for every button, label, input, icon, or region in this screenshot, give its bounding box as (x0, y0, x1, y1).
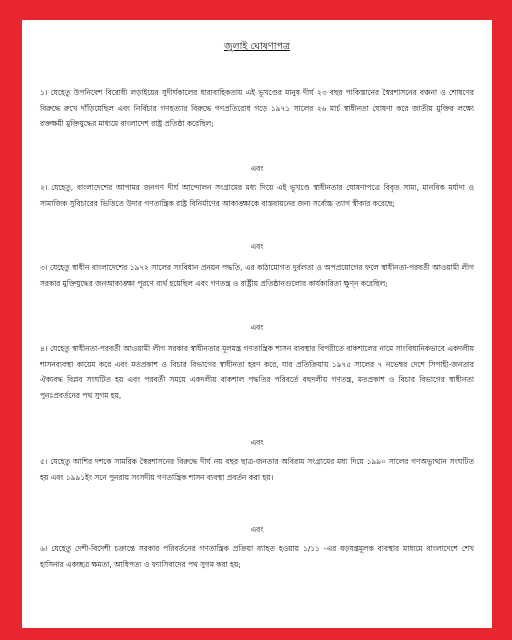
paragraph-1: ১। যেহেতু উপনিবেশ বিরোধী লড়াইয়ের সুদীর্ঘকালের ধারাবাহিকতায় এই ভূখণ্ডের মানুষ দীর্ঘ ২৩ বছর পাকিস্তানের স্বৈরশাসনের বঞ্চনা ও শোষণের বিরুদ্ধে রুখে দাঁড়িয়েছিল এবং নির্বিচার গণহত্যার বিরুদ্ধে গণপ্রতিরোধ গড়ে ১৯৭১ সালের ২৬ মার্চ স্বাধীনতা ঘোষণা করে জাতীয় মুক্তির লক্ষ্যে রক্তক্ষয়ী মুক্তিযুদ্ধের মাধ্যমে বাংলাদেশ রাষ্ট্র প্রতিষ্ঠা করেছিল; (40, 88, 474, 128)
paragraph-6: ৬। যেহেতু দেশী-বিদেশী চক্রান্তে সরকার পরিবর্তনের গণতান্ত্রিক প্রক্রিয়া ব্যাহত হওয়ায় ১/১১ -এর ষড়যন্ত্রমূলক ব্যবস্থার মাধ্যমে বাংলাদেশে শেখ হাসিনার একচ্ছত্র ক্ষমতা, আধিপত্য ও ফ্যাসিবাদের পথ সুগম করা হয়; (40, 544, 474, 569)
paragraph-4: ৪। যেহেতু স্বাধীনতা-পরবর্তী আওয়ামী লীগ সরকার স্বাধীনতার মূলমন্ত্র গণতান্ত্রিক শাসন ব্যবস্থার বিপরীতে বাকশালের নামে সাংবিধানিকভাবে একদলীয় শাসনব্যবস্থা কায়েম করে এবং মতপ্রকাশ ও বিচার বিভাগের স্বাধীনতা হরণ করে, যার প্রতিক্রিয়ায় ১৯৭৫ সালের ৭ নভেম্বর দেশে সিপাহী-জনতার ঐক্যবদ্ধ বিপ্লব সংঘটিত হয় এবং পরবর্তী সময়ে একদলীয় বাকশাল পদ্ধতির পরিবর্তে বহুদলীয় গণতন্ত্র, মতপ্রকাশ ও বিচার বিভাগের স্বাধীনতা পুনঃপ্রবর্তনের পথ সুগম হয়, (40, 344, 474, 400)
paragraph-2: ২। যেহেতু, বাংলাদেশের আপামর জনগণ দীর্ঘ আন্দোলন সংগ্রামের মধ্য দিয়ে এই ভূখণ্ডে স্বাধীনতার ঘোষণাপত্রে বিবৃত সাম্য, মানবিক মর্যাদা ও সামাজিক সুবিচারের ভিত্তিতে উদার গণতান্ত্রিক রাষ্ট্র বিনির্মাণের আকাঙ্ক্ষাকে বাস্তবায়নের জন্য সর্বোচ্চ ত্যাগ স্বীকার করেছে; (40, 183, 474, 208)
document-page (22, 20, 492, 628)
conjunction-2: এবং (250, 242, 264, 251)
conjunction-1: এবং (250, 164, 264, 173)
document-title: জুলাই ঘোষণাপত্র (224, 41, 290, 52)
paragraph-5: ৫। যেহেতু আশির দশকে সামরিক স্বৈরশাসনের বিরুদ্ধে দীর্ঘ নয় বছর ছাত্র-জনতার অবিরাম সংগ্রামের মধ্য দিয়ে ১৯৯০ সালের গণঅভ্যুত্থান সংঘটিত হয় এবং ১৯৯১ইং সনে পুনরায় সংসদীয় গণতান্ত্রিক শাসন ব্যবস্থা প্রবর্তন করা হয়। (40, 457, 474, 482)
conjunction-5: এবং (250, 525, 264, 534)
conjunction-4: এবং (250, 438, 264, 447)
paragraph-3: ৩। যেহেতু স্বাধীন বাংলাদেশের ১৯৭২ সালের সংবিধান প্রনয়ন পদ্ধতি, এর কাঠামোগত দুর্বলতা ও অপপ্রয়োগের ফলে স্বাধীনতা-পরবর্তী আওয়ামী লীগ সরকার মুক্তিযুদ্ধের জনআকাঙ্ক্ষা পূরণে ব্যর্থ হয়েছিল এবং গণতন্ত্র ও রাষ্ট্রীয় প্রতিষ্ঠানগুলোর কার্যকারিতা ক্ষুণ্ন করেছিল; (40, 263, 474, 288)
conjunction-3: এবং (250, 323, 264, 332)
